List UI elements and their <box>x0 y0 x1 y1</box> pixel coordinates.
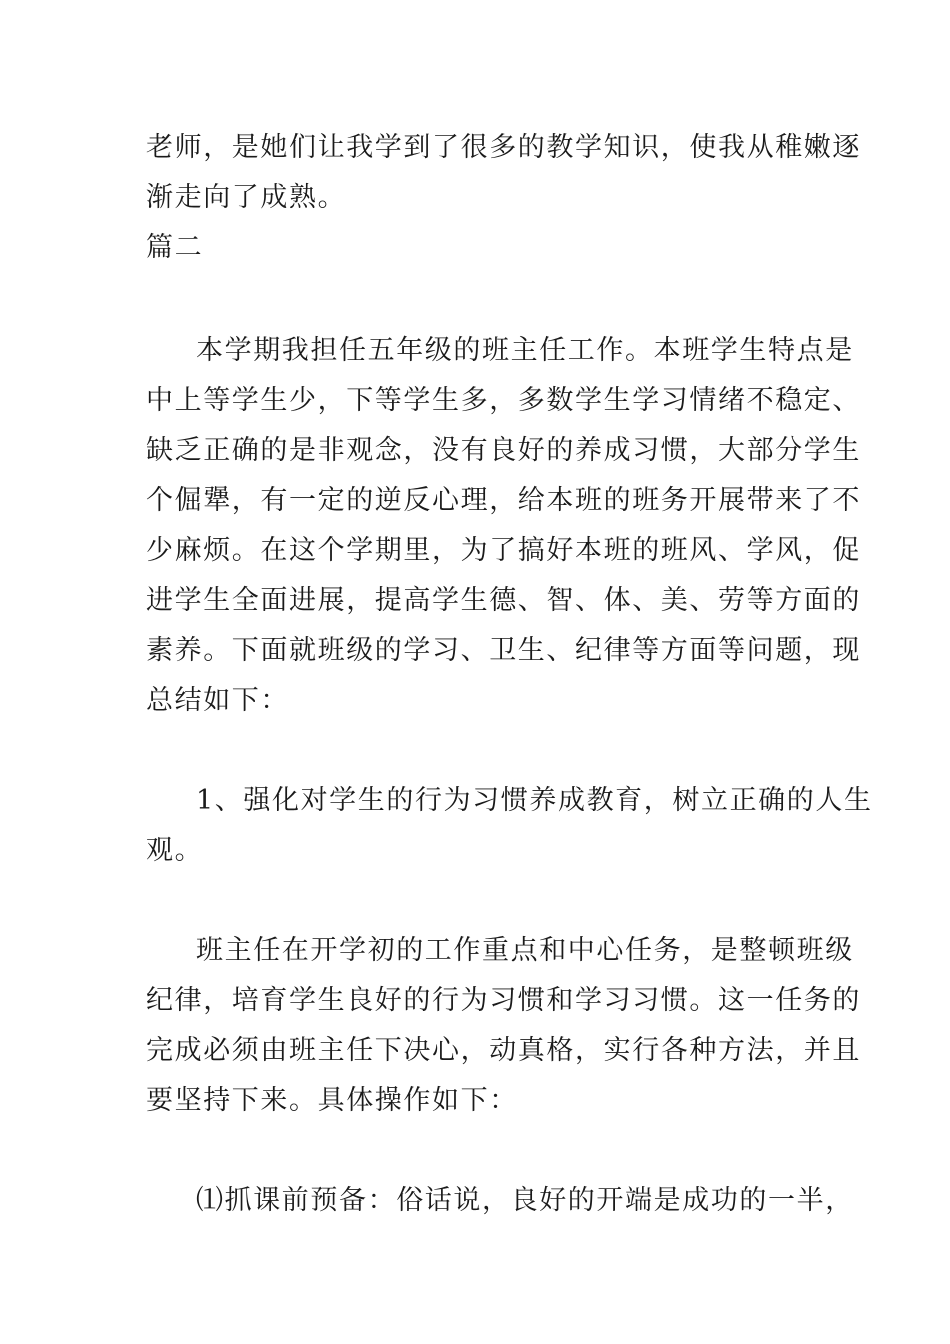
text-line: 老师，是她们让我学到了很多的教学知识，使我从稚嫩逐 <box>146 132 861 163</box>
text-line: 个倔犟，有一定的逆反心理，给本班的班务开展带来了不 <box>146 485 861 516</box>
text-line: 本学期我担任五年级的班主任工作。本班学生特点是 <box>196 335 854 366</box>
text-line: 纪律，培育学生良好的行为习惯和学习习惯。这一任务的 <box>146 985 861 1016</box>
section-heading: 篇二 <box>146 232 204 263</box>
text-line: 要坚持下来。具体操作如下： <box>146 1085 518 1116</box>
text-line: 进学生全面进展，提高学生德、智、体、美、劳等方面的 <box>146 585 861 616</box>
text-line: ⑴抓课前预备：俗话说，良好的开端是成功的一半， <box>196 1185 854 1216</box>
text-line: 素养。下面就班级的学习、卫生、纪律等方面等问题，现 <box>146 635 861 666</box>
text-line: 完成必须由班主任下决心，动真格，实行各种方法，并且 <box>146 1035 861 1066</box>
text-line: 总结如下： <box>146 685 289 716</box>
text-line: 少麻烦。在这个学期里，为了搞好本班的班风、学风，促 <box>146 535 861 566</box>
text-line: 中上等学生少，下等学生多，多数学生学习情绪不稳定、 <box>146 385 861 416</box>
text-line: 观。 <box>146 835 204 866</box>
text-line: 班主任在开学初的工作重点和中心任务，是整顿班级 <box>196 935 854 966</box>
list-item-heading: 1、强化对学生的行为习惯养成教育，树立正确的人生 <box>196 785 873 816</box>
text-line: 缺乏正确的是非观念，没有良好的养成习惯，大部分学生 <box>146 435 861 466</box>
text-line: 渐走向了成熟。 <box>146 182 347 213</box>
